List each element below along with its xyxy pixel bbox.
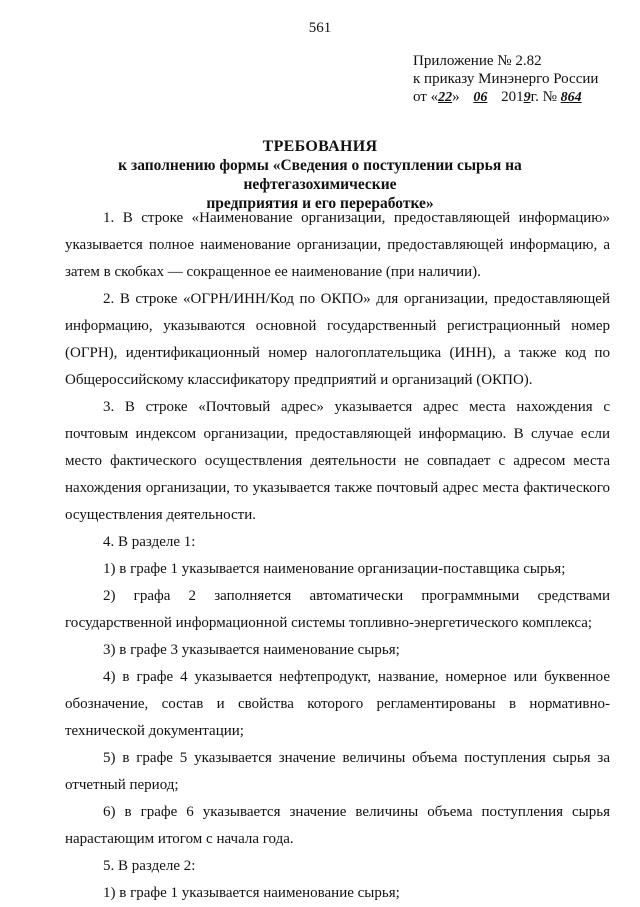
paragraph: 3. В строке «Почтовый адрес» указывается адрес места нахождения с почтовым индексом организации, предоставляющей информацию. В случае если место фактического осуществления деятельности не совпадает с адресом места нахождения организации, то указывается также почтовый адрес места фактического осуществления деятельности. (65, 399, 610, 523)
paragraph: 5) в графе 5 указывается значение величины объема поступления сырья за отчетный период; (65, 750, 610, 793)
paragraph: 2. В строке «ОГРН/ИНН/Код по ОКПО» для организации, предоставляющей информацию, указываются основной государственный регистрационный номер (ОГРН), идентификационный номер налогоплательщика (ИНН), а также код по Общероссийскому классификатору предприятий и организаций (ОКПО). (65, 291, 610, 388)
handwritten-year-digit: 9 (523, 90, 531, 105)
appendix-order-ref: к приказу Минэнерго России (413, 71, 599, 87)
paragraph: 1) в графе 1 указывается наименование сырья; (103, 885, 400, 901)
handwritten-day: 22 (438, 90, 453, 105)
appendix-header (413, 52, 628, 107)
document-subtitle-line2: предприятия и его переработке» (206, 195, 434, 212)
paragraph: 1) в графе 1 указывается наименование организации-поставщика сырья; (103, 561, 566, 577)
paragraph: 3) в графе 3 указывается наименование сырья; (103, 642, 400, 658)
date-mid3: г. № (530, 89, 561, 105)
date-mid2: 201 (497, 89, 524, 105)
document-subtitle-line1: к заполнению формы «Сведения о поступлении сырья на нефтегазохимические (118, 157, 522, 193)
appendix-title: Приложение № 2.82 (413, 53, 542, 69)
date-mid1: » (452, 89, 464, 105)
paragraph: 2) графа 2 заполняется автоматически программными средствами государственной информационной системы топливно-энергетического комплекса; (65, 588, 610, 631)
document-body (65, 205, 610, 907)
appendix-date-line (413, 88, 628, 107)
paragraph: 5. В разделе 2: (103, 858, 196, 874)
handwritten-month: 06 (473, 90, 488, 105)
paragraph: 4) в графе 4 указывается нефтепродукт, название, номерное или буквенное обозначение, состав и свойства которого регламентированы в нормативно-технической документации; (65, 669, 610, 739)
date-prefix: от « (413, 89, 439, 105)
handwritten-order-number: 864 (560, 90, 582, 105)
paragraph: 4. В разделе 1: (103, 534, 196, 550)
page-number: 561 (308, 20, 332, 36)
paragraph: 6) в графе 6 указывается значение величины объема поступления сырья нарастающим итогом с начала года. (65, 804, 610, 847)
document-title: ТРЕБОВАНИЯ (262, 138, 378, 155)
paragraph: 1. В строке «Наименование организации, предоставляющей информацию» указывается полное наименование организации, предоставляющей информацию, а затем в скобках — сокращенное ее наименование (при наличии). (65, 210, 610, 280)
document-title-block (40, 137, 600, 213)
